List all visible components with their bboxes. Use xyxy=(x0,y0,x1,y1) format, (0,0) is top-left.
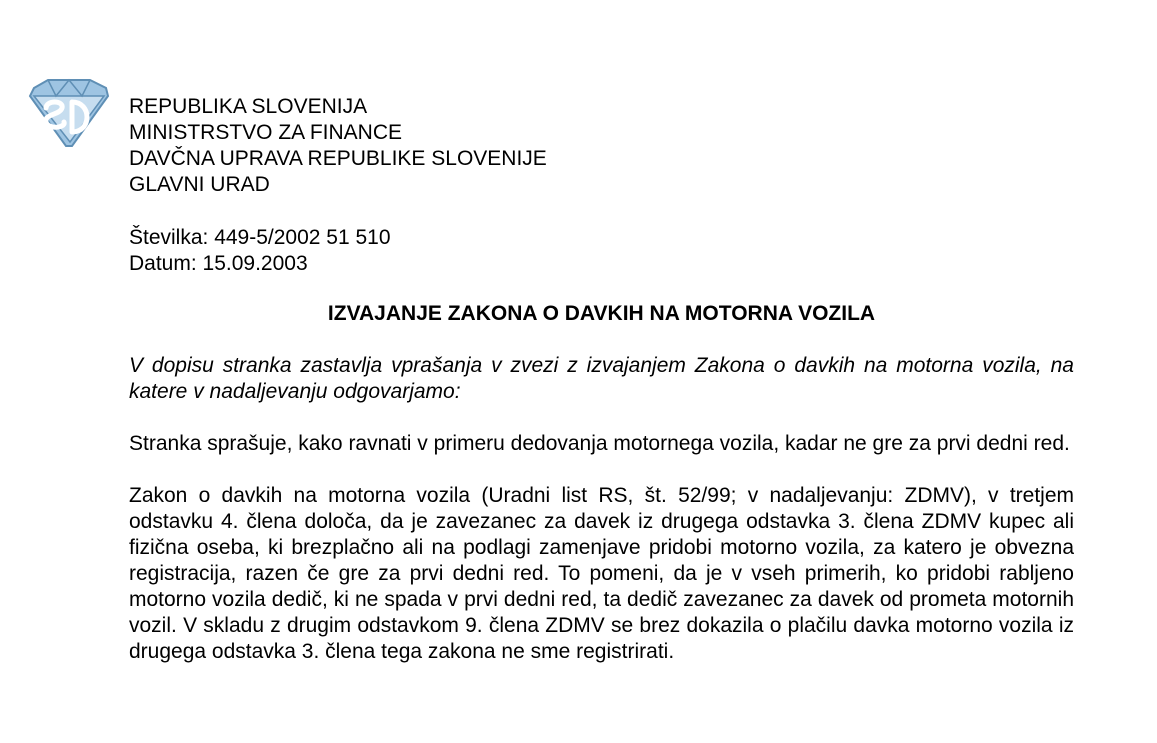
davcna-uprava-logo xyxy=(28,78,110,150)
intro-paragraph: V dopisu stranka zastavlja vprašanja v zvezi z izvajanjem Zakona o davkih na motorna vozila, na katere v nadaljevanju odgovarjamo: xyxy=(129,354,1074,403)
document-number: Številka: 449-5/2002 51 510 xyxy=(129,226,391,249)
document-date: Datum: 15.09.2003 xyxy=(129,252,308,275)
header-republic: REPUBLIKA SLOVENIJA xyxy=(129,95,368,118)
document-body xyxy=(129,94,1074,665)
document-title: IZVAJANJE ZAKONA O DAVKIH NA MOTORNA VOZILA xyxy=(327,302,876,325)
diamond-logo-icon xyxy=(28,78,110,150)
answer-paragraph: Zakon o davkih na motorna vozila (Uradni list RS, št. 52/99; v nadaljevanju: ZDMV), v tretjem odstavku 4. člena določa, da je zavezanec za davek iz drugega odstavka 3. člena ZDMV kupec ali fizična oseba, ki brezplačno ali na podlagi zamenjave pridobi motorno vozila, za katero je obvezna registracija, razen če gre za prvi dedni red. To pomeni, da je v vseh primerih, ko pridobi rabljeno motorno vozila dedič, ki ne spada v prvi dedni red, ta dedič zavezanec za davek od prometa motornih vozil. V skladu z drugim odstavkom 9. člena ZDMV se brez dokazila o plačilu davka motorno vozila iz drugega odstavka 3. člena tega zakona ne sme registrirati. xyxy=(129,484,1074,663)
header-main-office: GLAVNI URAD xyxy=(129,173,270,196)
header-ministry: MINISTRSTVO ZA FINANCE xyxy=(129,121,403,144)
question-paragraph: Stranka sprašuje, kako ravnati v primeru dedovanja motornega vozila, kadar ne gre za prvi dedni red. xyxy=(129,432,1070,455)
page-crop-edge xyxy=(1074,300,1157,743)
header-tax-administration: DAVČNA UPRAVA REPUBLIKE SLOVENIJE xyxy=(129,147,547,170)
